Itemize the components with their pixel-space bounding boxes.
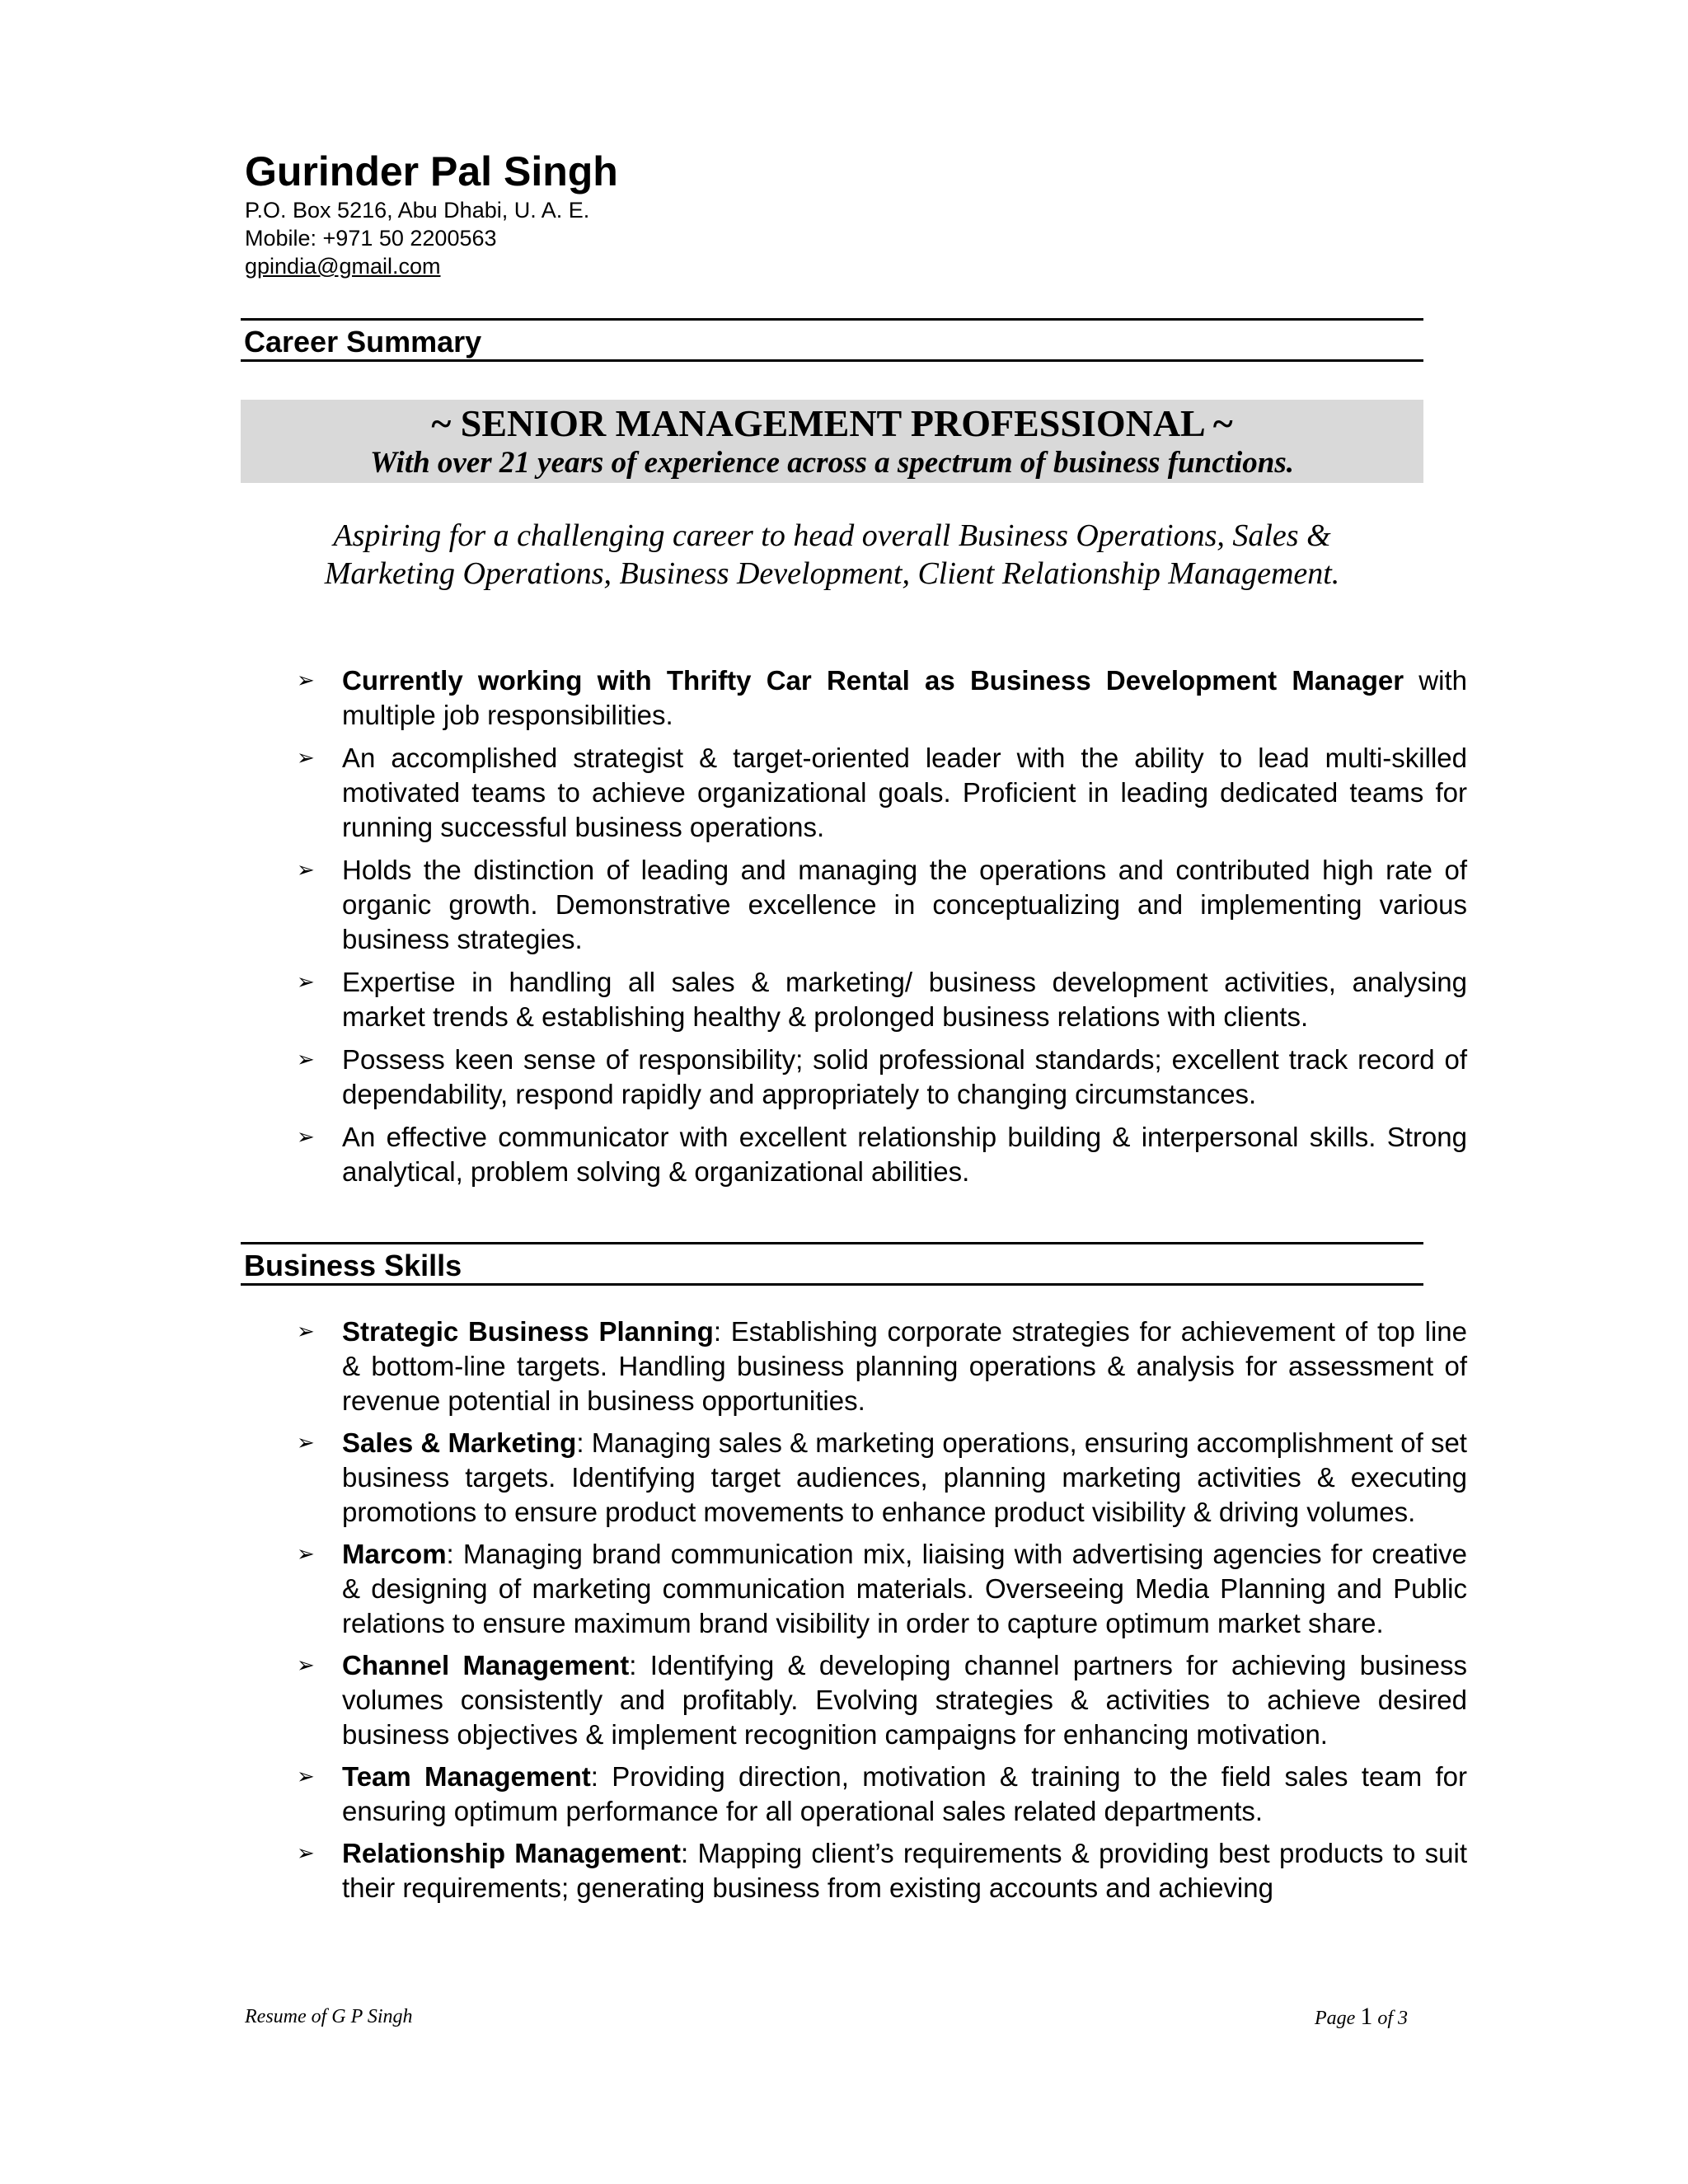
arrow-bullet-icon: ➢	[297, 1431, 315, 1455]
career-summary-list	[297, 663, 1467, 1189]
banner-subtitle: With over 21 years of experience across a spectrum of business functions.	[370, 446, 1294, 480]
arrow-bullet-icon: ➢	[297, 746, 315, 771]
banner-title: ~ SENIOR MANAGEMENT PROFESSIONAL ~	[431, 402, 1233, 444]
contact-header	[245, 147, 618, 280]
list-item	[297, 965, 1467, 1034]
arrow-bullet-icon: ➢	[297, 1841, 315, 1866]
mobile-number: Mobile: +971 50 2200563	[245, 226, 497, 251]
business-skills-heading	[241, 1242, 1423, 1286]
arrow-bullet-icon: ➢	[297, 1125, 315, 1150]
list-item-text: : Mapping client’s requirements & providing best products to suit their requirements; generating business from existing accounts and achieving	[342, 1838, 1467, 1903]
list-item-text: with multiple job responsibilities.	[342, 665, 1467, 730]
list-item-bold: Sales & Marketing	[342, 1427, 577, 1458]
candidate-name: Gurinder Pal Singh	[245, 148, 618, 194]
list-item	[297, 1426, 1467, 1530]
list-item-text: An effective communicator with excellent relationship building & interpersonal skills. Strong analytical, problem solving & organizational abilities.	[342, 1122, 1467, 1187]
address: P.O. Box 5216, Abu Dhabi, U. A. E.	[245, 198, 590, 223]
list-item	[297, 1315, 1467, 1418]
list-item-text: : Establishing corporate strategies for achievement of top line & bottom-line targets. Handling business planning operations & analysis for assessment of revenue potential in business opportunities.	[342, 1316, 1467, 1416]
list-item-bold: Team Management	[342, 1761, 591, 1792]
career-summary-heading	[241, 318, 1423, 362]
list-item-bold: Channel Management	[342, 1650, 630, 1680]
list-item	[297, 1537, 1467, 1641]
list-item-text: : Managing brand communication mix, liaising with advertising agencies for creative & designing of marketing communication materials. Overseeing Media Planning and Public relations to ensure maximum brand visibility in order to capture optimum market share.	[342, 1539, 1467, 1638]
page-label: Page	[1315, 2008, 1361, 2029]
list-item-text: An accomplished strategist & target-oriented leader with the ability to lead multi-skilled motivated teams to achieve organizational goals. Proficient in leading dedicated teams for running successful business operations.	[342, 743, 1467, 842]
footer-page-number	[1315, 2004, 1408, 2031]
list-item-bold: Currently working with Thrifty Car Rental as Business Development Manager	[342, 665, 1404, 696]
list-item-bold: Strategic Business Planning	[342, 1316, 714, 1347]
page-number: 1	[1360, 2003, 1373, 2030]
professional-banner	[241, 400, 1423, 483]
business-skills-list	[297, 1315, 1467, 1905]
arrow-bullet-icon: ➢	[297, 1765, 315, 1789]
career-summary-heading-text: Career Summary	[244, 325, 482, 359]
arrow-bullet-icon: ➢	[297, 1319, 315, 1344]
arrow-bullet-icon: ➢	[297, 1542, 315, 1567]
career-objective	[241, 517, 1423, 593]
list-item	[297, 1043, 1467, 1112]
arrow-bullet-icon: ➢	[297, 668, 315, 693]
list-item-text: Possess keen sense of responsibility; solid professional standards; excellent track record of dependability, respond rapidly and appropriately to changing circumstances.	[342, 1044, 1467, 1109]
list-item	[297, 663, 1467, 733]
list-item	[297, 741, 1467, 845]
list-item	[297, 1648, 1467, 1752]
list-item-bold: Relationship Management	[342, 1838, 682, 1868]
page-total: of 3	[1372, 2008, 1408, 2029]
list-item-text: Holds the distinction of leading and managing the operations and contributed high rate of organic growth. Demonstrative excellence in conceptualizing and implementing various business strategies.	[342, 855, 1467, 954]
list-item-bold: Marcom	[342, 1539, 447, 1569]
arrow-bullet-icon: ➢	[297, 1047, 315, 1072]
list-item	[297, 853, 1467, 957]
arrow-bullet-icon: ➢	[297, 1653, 315, 1678]
list-item-text: : Identifying & developing channel partners for achieving business volumes consistently and profitably. Evolving strategies & activities to achieve desired business objectives & implement recognition campaigns for enhancing motivation.	[342, 1650, 1468, 1750]
list-item-text: Expertise in handling all sales & marketing/ business development activities, analysing market trends & establishing healthy & prolonged business relations with clients.	[342, 967, 1467, 1032]
business-skills-heading-text: Business Skills	[244, 1249, 462, 1282]
list-item-text: : Managing sales & marketing operations, ensuring accomplishment of set business targets. Identifying target audiences, planning marketing activities & executing promotions to ensure product movements to enhance product visibility & driving volumes.	[342, 1427, 1467, 1527]
list-item	[297, 1120, 1467, 1189]
list-item-text: : Providing direction, motivation & training to the field sales team for ensuring optimum performance for all operational sales related departments.	[342, 1761, 1467, 1826]
footer-resume-label: Resume of G P Singh	[245, 2006, 413, 2027]
list-item	[297, 1760, 1467, 1829]
objective-line-1: Aspiring for a challenging career to head overall Business Operations, Sales &	[333, 518, 1331, 553]
email-link[interactable]: gpindia@gmail.com	[245, 254, 441, 279]
objective-line-2: Marketing Operations, Business Development, Client Relationship Management.	[324, 556, 1340, 591]
list-item	[297, 1836, 1467, 1905]
arrow-bullet-icon: ➢	[297, 858, 315, 883]
arrow-bullet-icon: ➢	[297, 970, 315, 995]
